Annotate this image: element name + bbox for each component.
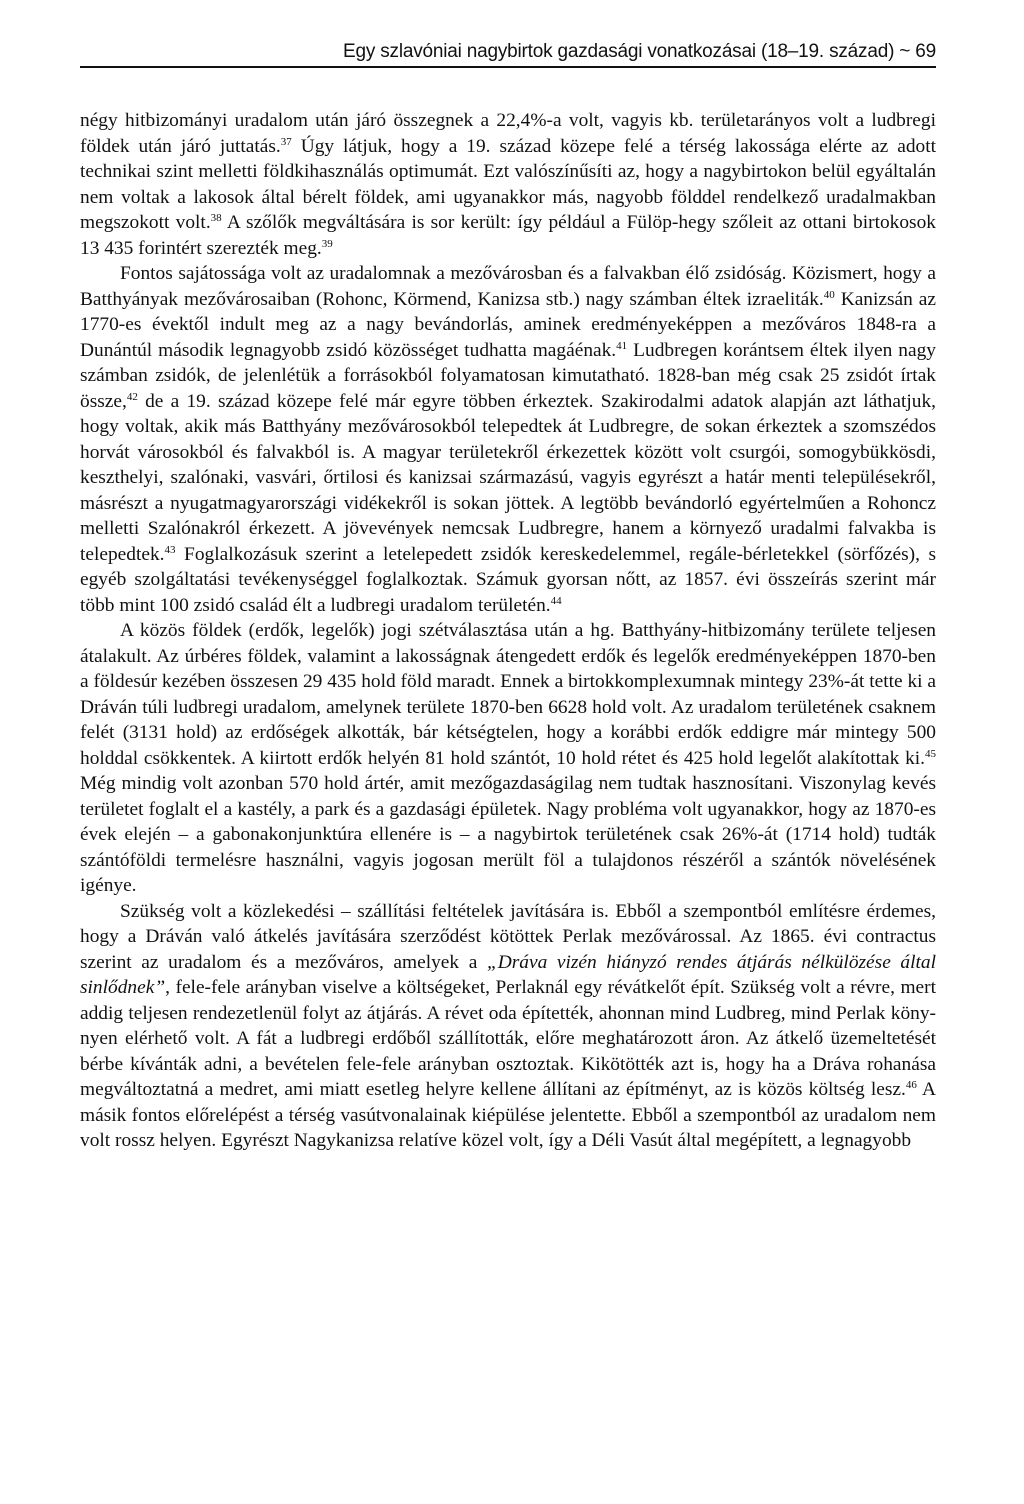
paragraph-1 [80, 108, 936, 261]
paragraph-text: Foglalkozásuk szerint a letelepedett zsidók kereskedelemmel, regále-bérletekkel (sörfőzés), s egyéb szolgáltatási tevékenységgel foglalkoztak. Számuk gyorsan nőtt, az 1857. évi összeírás szerint már több mint 100 zsidó család élt a ludbregi uradalom területén. [80, 543, 936, 616]
paragraph-text: A másik fontos előrelépést a térség vasútvonalainak kiépülése jelentette. Ebből a szempontból az uradalom nem volt rossz helyen. Egyrészt Nagykanizsa relatíve közel volt, így a Déli Vasút által megépített, a legnagyobb [80, 1079, 936, 1151]
footnote-ref[interactable]: 37 [280, 135, 292, 148]
paragraph-3 [80, 618, 936, 899]
footnote-ref[interactable]: 45 [925, 747, 936, 760]
running-header [80, 40, 936, 68]
footnote-ref[interactable]: 44 [550, 594, 562, 607]
body-text [80, 108, 936, 1154]
paragraph-text: Fontos sajátossága volt az uradalomnak a mezővárosban és a falvakban élő zsidóság. Közismert, hogy a Batthyányak mezővárosaiban (Rohonc, Körmend, Kanizsa stb.) nagy számban éltek izraeliták. [80, 263, 936, 310]
page [80, 0, 936, 1504]
quoted-source: „Dráva vizén hiányzó rendes átjárás nélkülözése által sinlődnek” [80, 951, 936, 998]
paragraph-4 [80, 899, 936, 1154]
paragraph-text: négy hitbizományi uradalom után járó összegnek a 22,4%-a volt, vagyis kb. területarányos volt a ludbregi földek után járó juttatás. [80, 110, 936, 157]
footnote-ref[interactable]: 40 [823, 288, 835, 301]
footnote-ref[interactable]: 43 [164, 543, 176, 556]
paragraph-text: , fele-fele arányban viselve a költségeket, Perlaknál egy révátkelőt épít. Szükség volt a révre, mert addig teljesen rendezetlenül folyt az átjárás. A révet oda építették, ahonnan mind Ludbreg, mind Perlak könynyen elérhető volt. A fát a ludbregi erdőből szállították, előre meghatározott áron. Az átkelő üzemeltetését bérbe kívánták adni, a bevételen fele-fele arányban osztoztak. Kikötötték azt is, hogy ha a Dráva rohanása megváltoztatná a medret, ami miatt esetleg helyre kellene állítani az építményt, az is közös költség lesz. [80, 977, 936, 1100]
paragraph-text: Úgy látjuk, hogy a 19. század közepe felé a térség lakossága elérte az adott technikai szint melletti földkihasználás optimumát. Ezt valószínűsíti az, hogy a nagybirtokon belül egyáltalán nem voltak a lakosok által bérelt földek, ami ugyanakkor más, nagyobb földdel rendelkező uradalmakban megszokott volt. [80, 135, 936, 233]
paragraph-text: de a 19. század közepe felé már egyre többen érkeztek. Szakirodalmi adatok alapján azt láthatjuk, hogy voltak, akik más Batthyány mezővárosokból telepedtek át Ludbregre, de sokan érkeztek a szomszédos horvát városokból és falvakból is. A magyar területekről érkezettek között volt csurgói, somogybükkösdi, keszthelyi, szalónaki, vasvári, őrtilosi és kanizsai származású, vagyis egyrészt a határ menti településekről, másrészt a nyugatmagyarországi vidékekről is sokan jöttek. A legtöbb bevándorló egyértelműen a Rohoncz melletti Szalónakról érkezett. A jövevények nemcsak Ludbregre, hanem a környező uradalmi falvakba is telepedtek. [80, 390, 936, 565]
paragraph-text: Szükség volt a közlekedési – szállítási feltételek javítására is. Ebből a szempontból említésre érdemes, hogy a Dráván való átkelés javítására szerződést kötöttek Perlak mezővárossal. Az 1865. évi contractus szerint az uradalom és a mezőváros, amelyek a [80, 900, 936, 973]
paragraph-text: Még mindig volt azonban 570 hold ártér, amit mezőgazdaságilag nem tudtak hasznosítani. Viszonylag kevés területet foglalt el a kastély, a park és a gazdasági épületek. Nagy probléma volt ugyanakkor, hogy az 1870-es évek elején – a gabonakonjunktúra ellenére is – a nagybirtok területének csak 26%-át (1714 hold) tudták szántóföldi termelésre használni, vagyis jogosan merült föl a tulajdonos részéről a szántók növelésének igénye. [80, 773, 936, 896]
running-title: Egy szlavóniai nagybirtok gazdasági vonatkozásai (18–19. század) ~ 69 [343, 41, 936, 62]
paragraph-text: Kanizsán az 1770-es évektől indult meg az a nagy bevándorlás, aminek eredményeképpen a mezőváros 1848-ra a Dunántúl második legnagyobb zsidó közösséget tudhatta magáénak. [80, 288, 936, 361]
footnote-ref[interactable]: 41 [616, 339, 628, 352]
footnote-ref[interactable]: 46 [905, 1079, 917, 1091]
footnote-ref[interactable]: 39 [321, 237, 333, 250]
paragraph-2 [80, 261, 936, 618]
paragraph-text: A közös földek (erdők, legelők) jogi szétválasztása után a hg. Batthyány-hitbizomány területe teljesen átalakult. Az úrbéres földek, valamint a lakosságnak átengedett erdők és legelők eredményeképpen 1870-ben a földesúr kezében összesen 29 435 hold föld maradt. Ennek a birtokkomplexumnak mintegy 23%-át tette ki a Dráván túli ludbregi uradalom, amelynek területe 1870-ben 6628 hold volt. Az uradalom területének csaknem felét (3131 hold) az erdőségek alkották, bár kétségtelen, hogy a korábbi erdők eddigre már mintegy 500 holddal csökkentek. A kiirtott erdők helyén 81 hold szántót, 10 hold rétet és 425 hold legelőt alakítottak ki. [80, 620, 936, 769]
paragraph-text: Ludbregen korántsem éltek ilyen nagy számban zsidók, de jelenlétük a forrásokból folyamatosan kimutatható. 1828-ban még csak 25 zsidót írtak össze, [80, 339, 937, 412]
footnote-ref[interactable]: 42 [126, 390, 138, 403]
footnote-ref[interactable]: 38 [210, 212, 222, 224]
paragraph-text: A szőlők megváltására is sor került: így például a Fülöp-hegy szőleit az ottani birtokosok 13 435 forintért szerezték meg. [80, 212, 936, 259]
